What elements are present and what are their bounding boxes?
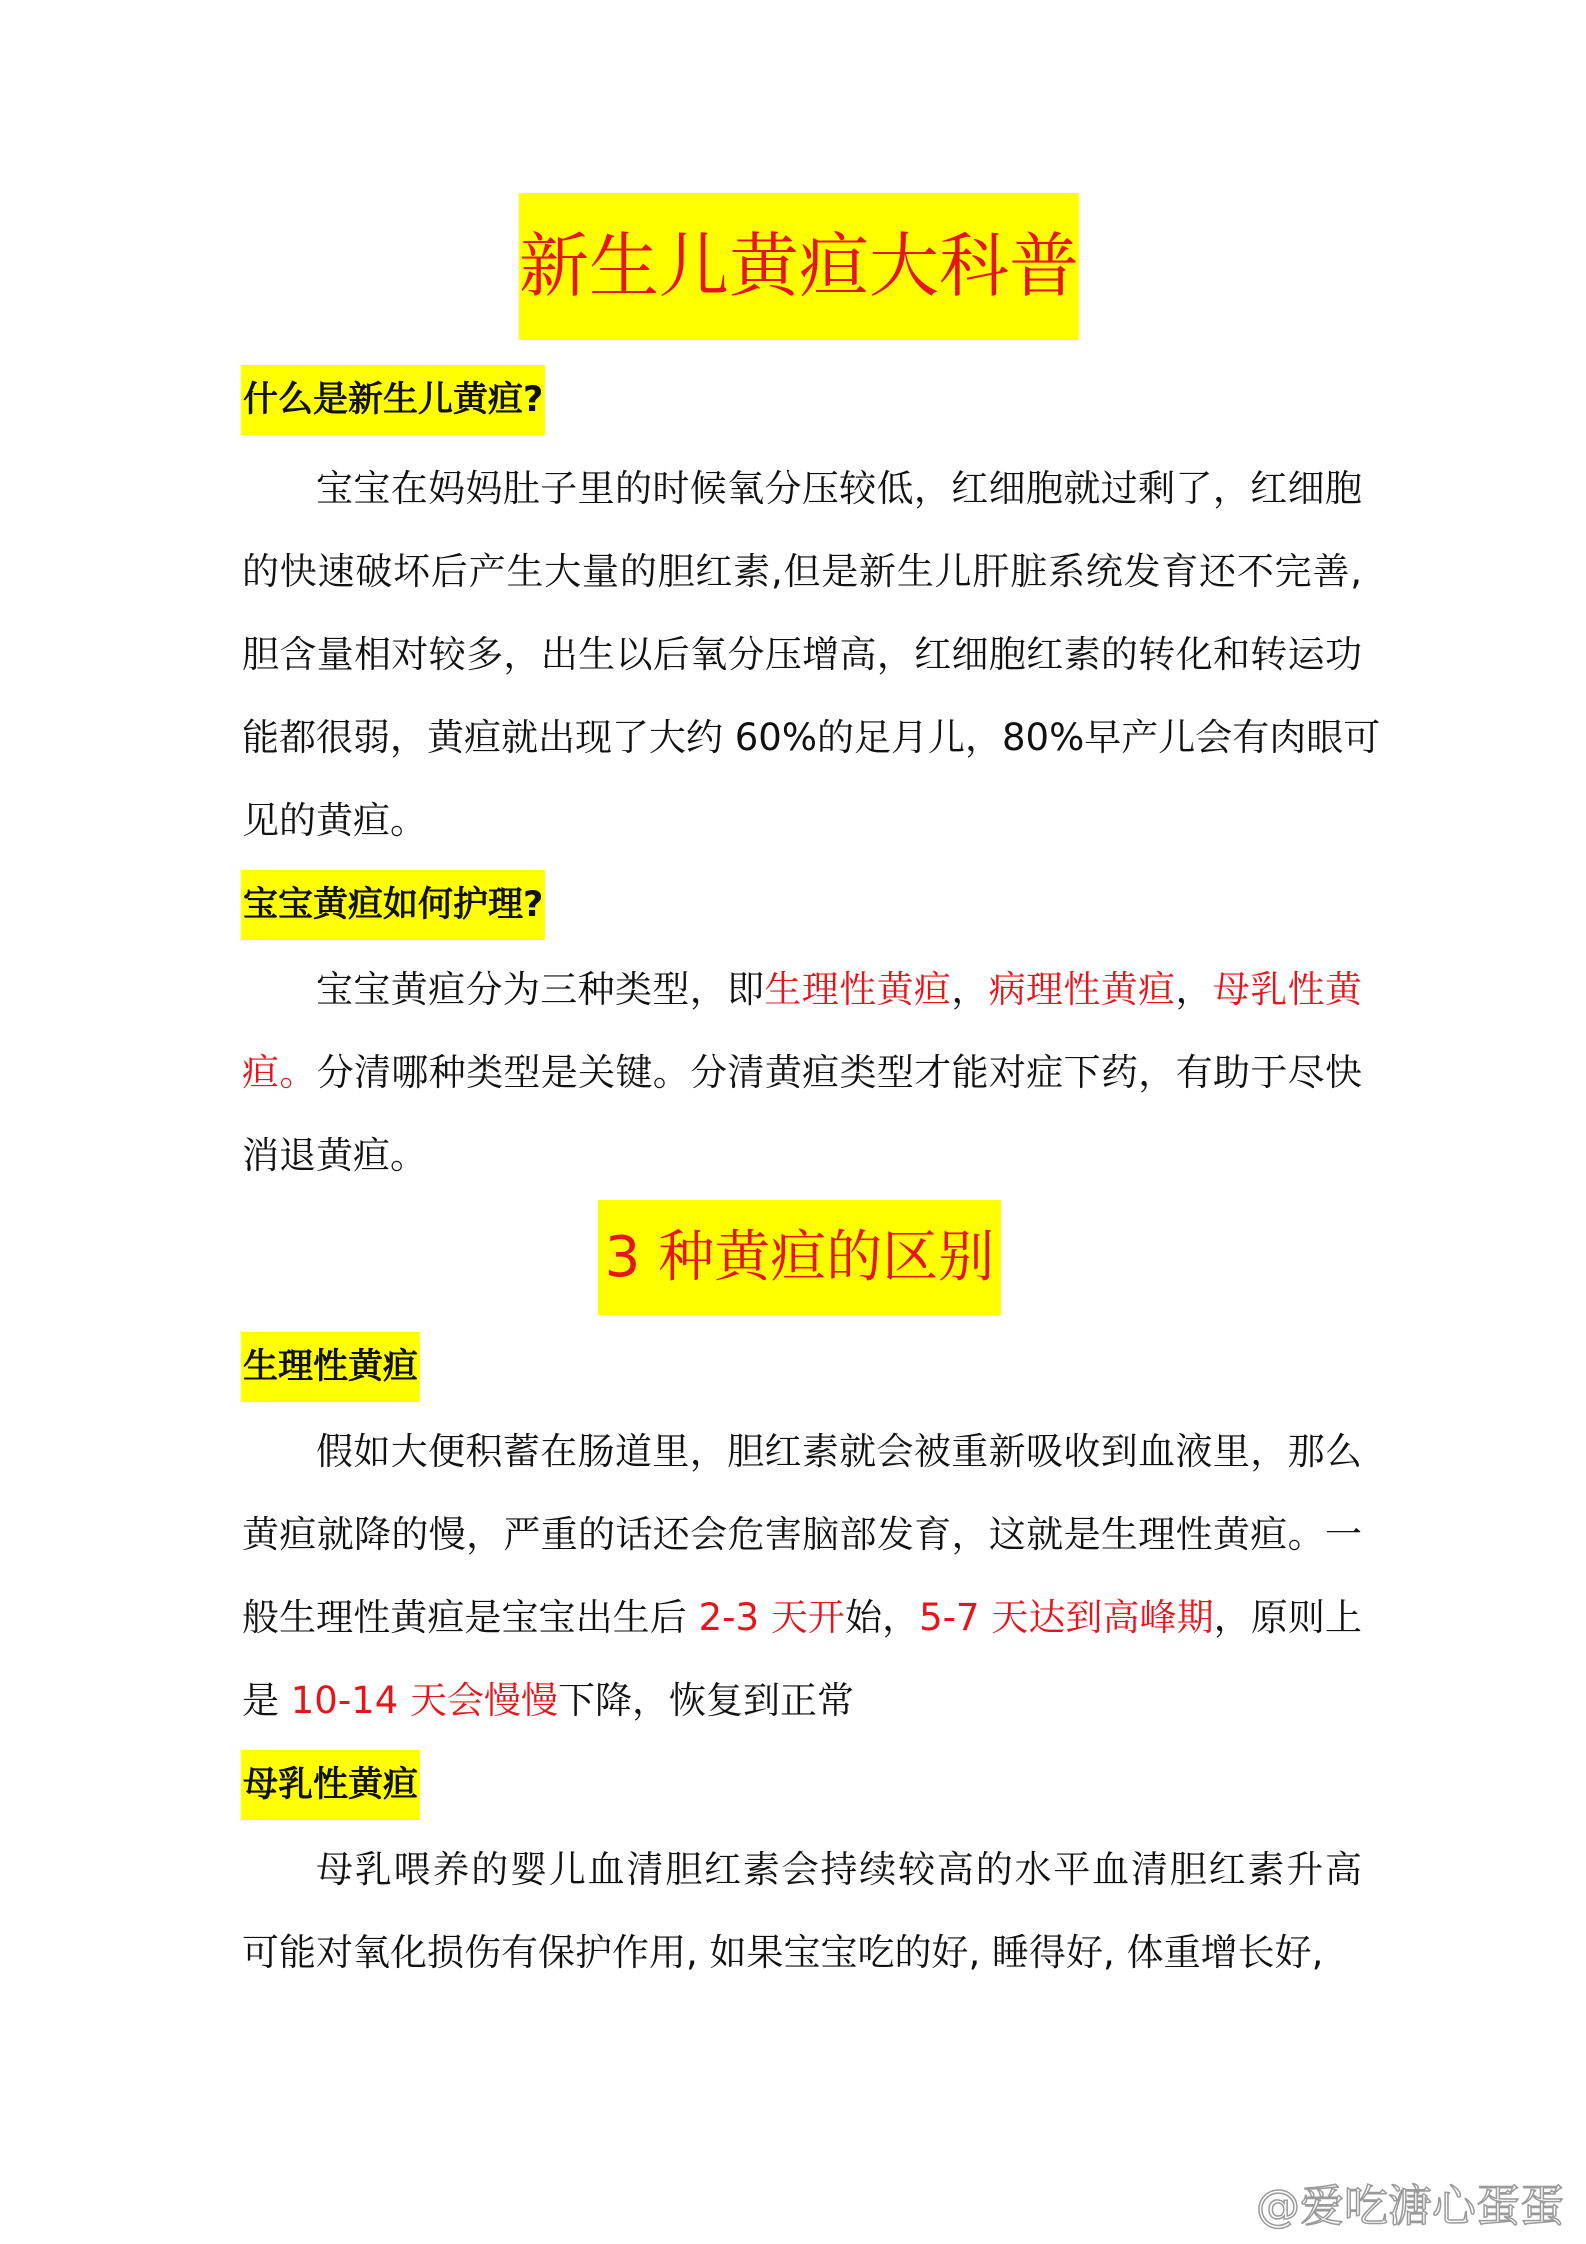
- heading-care: 宝宝黄疸如何护理?: [241, 870, 545, 940]
- text-segment: 是: [242, 1679, 291, 1722]
- text-segment: 始，: [845, 1596, 920, 1639]
- highlighted-text: 10-14 天会慢慢: [290, 1679, 559, 1722]
- text-line: [242, 530, 1362, 613]
- section-title: 3 种黄疸的区别: [598, 1200, 1001, 1315]
- text-segment: 般生理性黄疸是宝宝出生后: [242, 1596, 699, 1639]
- text-line: [242, 948, 1362, 1031]
- text-segment: ，: [951, 968, 989, 1011]
- text-segment: 宝宝在妈妈肚子里的时候氧分压较低，红细胞就过剩了，红细胞: [316, 467, 1362, 510]
- text-line: [242, 1659, 1362, 1742]
- paragraph-breastmilk: [242, 1828, 1362, 1994]
- text-line: [242, 1410, 1362, 1493]
- text-segment: 宝宝黄疸分为三种类型，即: [316, 968, 765, 1011]
- text-segment: 下降，恢复到正常: [558, 1679, 855, 1722]
- highlighted-text: 疸。: [242, 1051, 317, 1094]
- text-segment: 能都很弱，黄疸就出现了大约 60%的足月儿，80%早产儿会有肉眼可: [242, 716, 1381, 759]
- page-title: 新生儿黄疸大科普: [519, 193, 1079, 340]
- highlighted-text: 母乳性黄: [1212, 968, 1363, 1011]
- text-segment: 消退黄疸。: [242, 1134, 427, 1177]
- paragraph-care: [242, 948, 1362, 1197]
- heading-physiological: 生理性黄疸: [241, 1332, 420, 1402]
- text-line: [242, 1828, 1362, 1911]
- heading-what-is-jaundice: 什么是新生儿黄疸?: [241, 365, 545, 435]
- text-line: [242, 1911, 1362, 1994]
- paragraph-physiological: [242, 1410, 1362, 1742]
- text-segment: 假如大便积蓄在肠道里，胆红素就会被重新吸收到血液里，那么: [316, 1430, 1362, 1473]
- text-line: [242, 696, 1381, 779]
- highlighted-text: 5-7 天达到高峰期: [919, 1596, 1214, 1639]
- text-line: [242, 779, 1362, 862]
- text-line: [242, 1493, 1362, 1576]
- highlighted-text: 2-3 天开: [698, 1596, 845, 1639]
- text-segment: 的快速破坏后产生大量的胆红素,但是新生儿肝脏系统发育还不完善,: [242, 550, 1362, 593]
- paragraph-what-is-jaundice: [242, 447, 1381, 862]
- highlighted-text: 生理性黄疸: [764, 968, 952, 1011]
- text-segment: 分清哪种类型是关键。分清黄疸类型才能对症下药，有助于尽快: [316, 1051, 1363, 1094]
- text-segment: 胆含量相对较多，出生以后氧分压增高，红细胞红素的转化和转运功: [242, 633, 1362, 676]
- text-segment: 母乳喂养的婴儿血清胆红素会持续较高的水平血清胆红素升高: [316, 1848, 1362, 1891]
- watermark: @爱吃溏心蛋蛋: [1256, 2181, 1564, 2232]
- text-segment: 黄疸就降的慢，严重的话还会危害脑部发育，这就是生理性黄疸。一: [242, 1513, 1362, 1556]
- text-line: [242, 447, 1362, 530]
- text-segment: ，原则上: [1213, 1596, 1362, 1639]
- text-line: [242, 1031, 1362, 1114]
- text-segment: 可能对氧化损伤有保护作用, 如果宝宝吃的好, 睡得好, 体重增长好,: [242, 1931, 1324, 1974]
- heading-breastmilk: 母乳性黄疸: [241, 1750, 420, 1820]
- highlighted-text: 病理性黄疸: [988, 968, 1176, 1011]
- text-segment: ，: [1175, 968, 1213, 1011]
- text-line: [242, 1114, 1362, 1197]
- text-line: [242, 1576, 1362, 1659]
- text-line: [242, 613, 1362, 696]
- text-segment: 见的黄疸。: [242, 799, 427, 842]
